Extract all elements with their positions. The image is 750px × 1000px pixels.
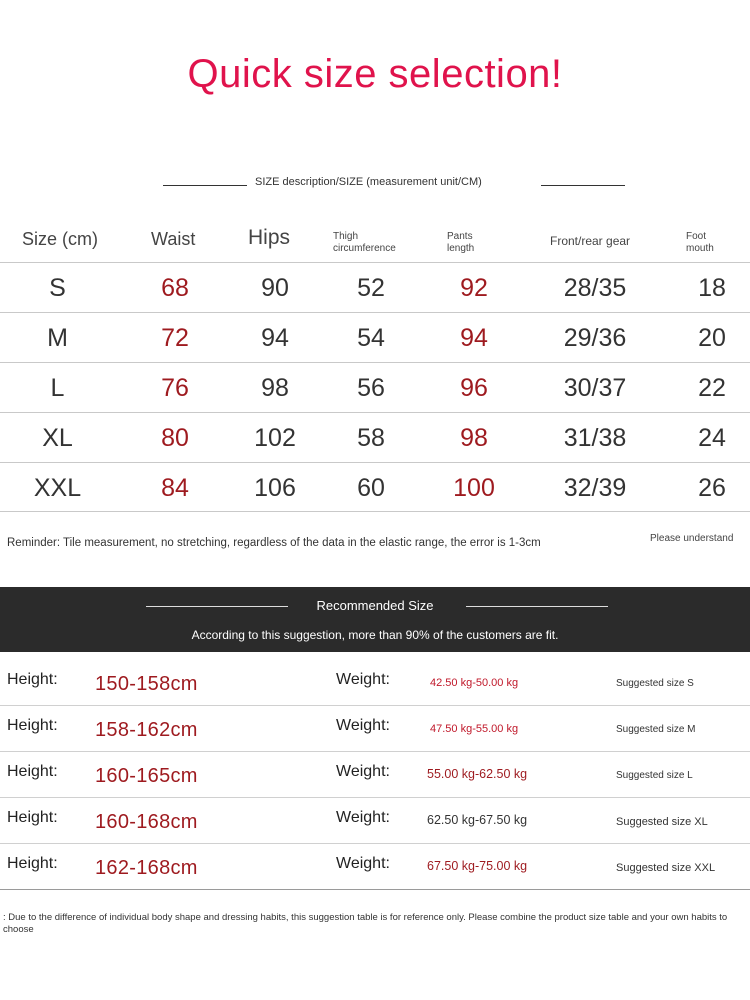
height-range: 150-158cm [95, 673, 198, 695]
suggested-size: Suggested size S [616, 678, 694, 689]
cell-gear: 28/35 [563, 274, 627, 302]
height-range: 162-168cm [95, 857, 198, 879]
size-chart-table [0, 215, 750, 512]
cell-thigh: 60 [357, 474, 385, 502]
height-label: Height: [7, 671, 58, 688]
table-row [0, 462, 750, 512]
cell-pants: 92 [460, 274, 488, 302]
cell-size: L [50, 374, 65, 402]
list-item [0, 798, 750, 844]
cell-gear: 31/38 [563, 424, 627, 452]
size-chart-subheading [0, 176, 750, 196]
weight-label: Weight: [336, 671, 390, 688]
cell-foot: 20 [698, 324, 726, 352]
header-hips: Hips [248, 226, 291, 249]
cell-size: M [47, 324, 68, 352]
table-row [0, 262, 750, 312]
weight-range: 47.50 kg-55.00 kg [430, 723, 519, 735]
table-row [0, 312, 750, 362]
suggested-size: Suggested size XL [616, 816, 708, 828]
cell-thigh: 58 [357, 424, 385, 452]
cell-hips: 90 [261, 274, 289, 302]
cell-waist: 84 [161, 474, 189, 502]
weight-range: 62.50 kg-67.50 kg [427, 813, 528, 827]
please-understand-note: Please understand [650, 533, 734, 544]
cell-hips: 102 [254, 424, 296, 452]
list-item [0, 752, 750, 798]
header-pants: Pants length [447, 231, 475, 254]
header-foot: Foot mouth [686, 231, 714, 254]
table-row [0, 362, 750, 412]
cell-pants: 100 [453, 474, 495, 502]
height-range: 158-162cm [95, 719, 198, 741]
measurement-reminder: Reminder: Tile measurement, no stretching, regardless of the data in the elastic range, the error is 1-3cm [7, 537, 541, 549]
cell-gear: 32/39 [563, 474, 627, 502]
recommended-size-heading: Recommended Size [316, 598, 434, 613]
cell-foot: 26 [698, 474, 726, 502]
weight-label: Weight: [336, 809, 390, 826]
list-item [0, 844, 750, 890]
cell-size: S [49, 274, 66, 302]
cell-waist: 80 [161, 424, 189, 452]
cell-hips: 98 [261, 374, 289, 402]
cell-thigh: 56 [357, 374, 385, 402]
cell-size: XXL [33, 474, 82, 502]
list-item [0, 660, 750, 706]
height-label: Height: [7, 717, 58, 734]
cell-gear: 29/36 [563, 324, 627, 352]
divider-left [163, 185, 247, 186]
cell-gear: 30/37 [563, 374, 627, 402]
cell-size: XL [42, 424, 73, 452]
header-waist: Waist [151, 229, 196, 249]
cell-pants: 98 [460, 424, 488, 452]
cell-pants: 94 [460, 324, 488, 352]
footnote: : Due to the difference of individual body shape and dressing habits, this suggestion table is for reference only. Please combine the product size table and your own habits to choose [3, 912, 728, 935]
recommended-size-table [0, 660, 750, 890]
weight-label: Weight: [336, 717, 390, 734]
height-label: Height: [7, 809, 58, 826]
weight-label: Weight: [336, 855, 390, 872]
header-thigh: Thigh circumference [333, 231, 396, 254]
size-chart-subheading-text: SIZE description/SIZE (measurement unit/CM) [255, 176, 482, 188]
suggested-size: Suggested size XXL [616, 862, 716, 874]
height-label: Height: [7, 855, 58, 872]
cell-thigh: 52 [357, 274, 385, 302]
height-range: 160-168cm [95, 811, 198, 833]
recommended-size-banner [0, 587, 750, 652]
cell-waist: 72 [161, 324, 189, 352]
cell-waist: 68 [161, 274, 189, 302]
header-size: Size (cm) [22, 229, 98, 249]
cell-foot: 22 [698, 374, 726, 402]
cell-foot: 24 [698, 424, 726, 452]
list-item [0, 706, 750, 752]
weight-range: 42.50 kg-50.00 kg [430, 677, 519, 689]
table-row [0, 412, 750, 462]
size-chart-header [0, 215, 750, 262]
header-gear: Front/rear gear [550, 234, 631, 248]
weight-range: 55.00 kg-62.50 kg [427, 767, 528, 781]
cell-foot: 18 [698, 274, 726, 302]
suggested-size: Suggested size M [616, 724, 696, 735]
banner-divider-right [466, 606, 608, 607]
height-label: Height: [7, 763, 58, 780]
weight-label: Weight: [336, 763, 390, 780]
cell-waist: 76 [161, 374, 189, 402]
divider-right [541, 185, 625, 186]
cell-hips: 94 [261, 324, 289, 352]
cell-thigh: 54 [357, 324, 385, 352]
page-title: Quick size selection! [187, 52, 563, 96]
suggested-size: Suggested size L [616, 770, 693, 781]
weight-range: 67.50 kg-75.00 kg [427, 859, 528, 873]
recommended-size-subheading: According to this suggestion, more than 90% of the customers are fit. [191, 628, 559, 642]
cell-pants: 96 [460, 374, 488, 402]
cell-hips: 106 [254, 474, 296, 502]
height-range: 160-165cm [95, 765, 198, 787]
